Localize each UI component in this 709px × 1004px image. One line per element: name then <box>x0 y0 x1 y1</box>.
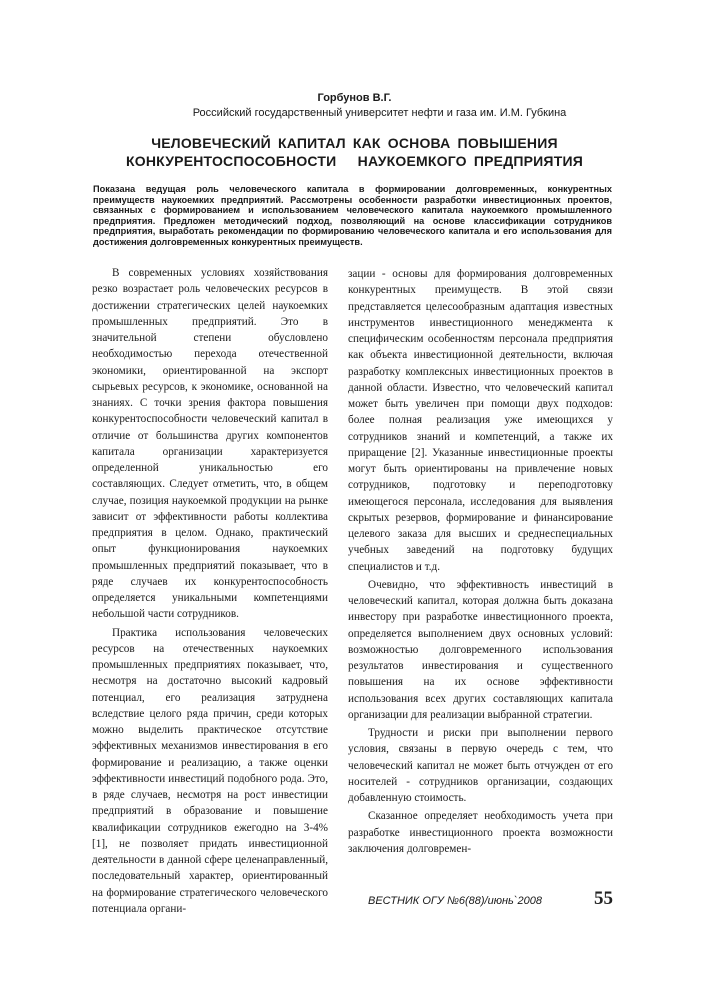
journal-name: ВЕСТНИК ОГУ №6(88)/июнь`2008 <box>368 895 542 907</box>
page-footer <box>368 888 613 914</box>
abstract: Показана ведущая роль человеческого капитала в формировании долговременных, конкурентных преимуществ наукоемких предприятий. Рассмотрены особенности разработки инвестиционных проектов, связанных с формированием и использованием человеческого капитала наукоемкого промышленного предприятия. Предложен методический подход, позволяющий на основе классификации сотрудников предприятия, выработать рекомендации по формированию человеческого капитала и его использования для достижения долговременных конкурентных преимуществ. <box>93 184 612 247</box>
paragraph: Очевидно, что эффективность инвестиций в человеческий капитал, которая должна быть доказана инвестору при разработке инвестиционного проекта, определяется выполнением двух основных условий: возможностью долговременного использования результатов инвестирования и существенного повышения на их основе эффективности использования всех других составляющих капитала организации для реализации выбранной стратегии. <box>348 578 613 721</box>
paragraph: Практика использования человеческих ресурсов на отечественных наукоемких промышленных предприятиях показывает, что, несмотря на достаточно высокий кадровый потенциал, его реализация затруднена вследствие целого ряда причин, среди которых можно выделить практическое отсутствие эффективных механизмов инвестирования в его формирование и реализацию, а также оценки эффективности инвестиций подобного рода. Это, в ряде случаев, несмотря на рост инвестиции предприятий в образование и повышение квалификации сотрудников ежегодно на 3-4% [1], не позволяет придать инвестиционной деятельности в данной сфере целенаправленный, последовательный характер, ориентированный на формирование стратегического человеческого потенциала органи- <box>92 626 328 915</box>
author-affiliation: Российский государственный университет нефти и газа им. И.М. Губкина <box>192 107 567 119</box>
author-name: Горбунов В.Г. <box>317 92 392 104</box>
title-line-2: КОНКУРЕНТОСПОСОБНОСТИ НАУКОЕМКОГО ПРЕДПРИЯТИЯ <box>126 153 583 169</box>
paragraph: зации - основы для формирования долговременных конкурентных преимуществ. В этой связи представляется целесообразным адаптация известных инструментов инвестиционного менеджмента к специфическим особенностям персонала предприятия как объекта инвестиционной деятельности, включая разработку комплексных инвестиционных проектов в данной области. Известно, что человеческий капитал может быть увеличен при помощи двух подходов: более полная реализация уже имеющихся у сотрудников знаний и компетенций, а также их приращение [2]. Указанные инвестиционные проекты могут быть ориентированы на привлечение новых сотрудников, подготовку и переподготовку имеющегося персонала, исследования для выявления скрытых резервов, формирование и финансирование целевого заказа для высших и среднеспециальных учебных заведений на подготовку будущих специалистов и т.д. <box>348 268 613 573</box>
paragraph: Сказанное определяет необходимость учета при разработке инвестиционного проекта возможности заключения долговремен- <box>348 810 613 855</box>
body-column-left <box>92 265 328 917</box>
article-title <box>0 134 709 170</box>
page-number: 55 <box>594 888 613 909</box>
title-line-1: ЧЕЛОВЕЧЕСКИЙ КАПИТАЛ КАК ОСНОВА ПОВЫШЕНИЯ <box>151 135 558 151</box>
body-column-right <box>348 266 613 857</box>
paragraph: В современных условиях хозяйствования резко возрастает роль человеческих ресурсов в достижении стратегических целей наукоемких промышленных предприятий. Это в значительной степени обусловлено необходимостью перехода отечественной экономики, ориентированной на экспорт сырьевых ресурсов, к экономике, основанной на знаниях. С точки зрения фактора повышения конкурентоспособности человеческий капитал в отличие от большинства других компонентов капитала организации характеризуется определенной уникальностью его составляющих. Следует отметить, что, в общем случае, позиция наукоемкой продукции на рынке зависит от эффективности работы коллектива предприятия в целом. Однако, практический опыт функционирования наукоемких промышленных предприятий показывает, что в ряде случаев их конкурентоспособность определяется уникальными компетенциями небольшой части сотрудников. <box>92 267 328 621</box>
paragraph: Трудности и риски при выполнении первого условия, связаны в первую очередь с тем, что человеческий капитал не может быть отчужден от его носителей - сотрудников организации, создающих добавленную стоимость. <box>348 727 613 804</box>
